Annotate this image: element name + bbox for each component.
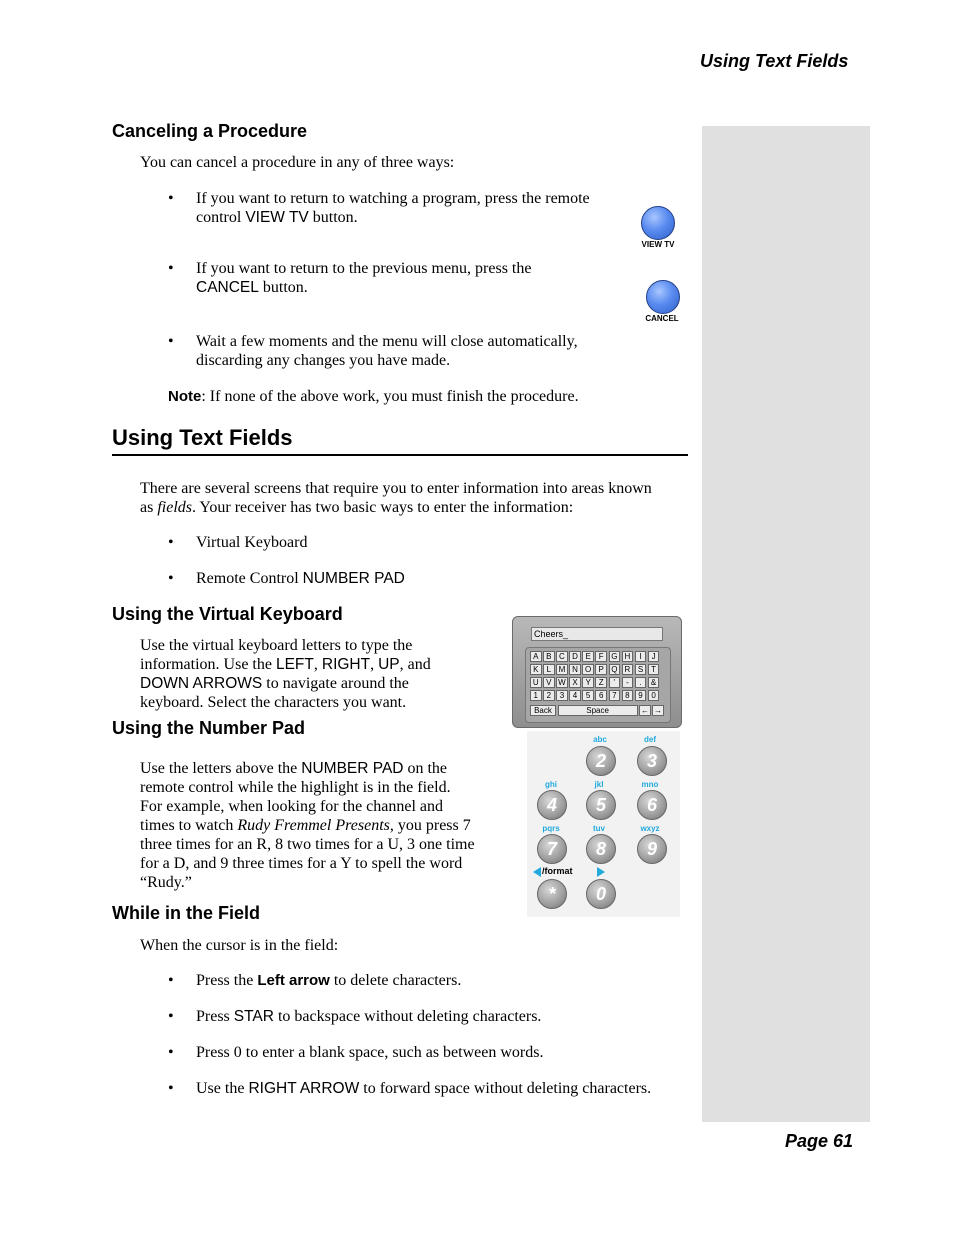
keyboard-key: ' (609, 677, 621, 688)
left-arrow-key: ← (640, 706, 649, 715)
keyboard-key: T (648, 664, 660, 675)
keyboard-key: R (622, 664, 634, 675)
keyboard-key: U (530, 677, 542, 688)
keyboard-key-panel (525, 647, 671, 723)
keyboard-key: 5 (582, 690, 594, 701)
keyboard-key: Z (595, 677, 607, 688)
while-in-field-intro: When the cursor is in the field: (140, 937, 339, 954)
bullet-number-pad: • Remote Control NUMBER PAD (168, 570, 405, 587)
keyboard-key: I (635, 651, 647, 662)
keypad-0-key: 0 (586, 879, 616, 909)
keypad-7-key: 7 (537, 834, 567, 864)
keyboard-key: 0 (648, 690, 660, 701)
bullet-virtual-keyboard: • Virtual Keyboard (168, 534, 308, 551)
keyboard-key: 7 (609, 690, 621, 701)
cancel-label: CANCEL (645, 314, 679, 323)
keyboard-key: & (648, 677, 660, 688)
keyboard-key: 2 (543, 690, 555, 701)
keyboard-key: B (543, 651, 555, 662)
keyboard-key: A (530, 651, 542, 662)
virtual-keyboard-illustration (512, 616, 682, 728)
bullet-view-tv: • If you want to return to watching a program, press the remote control VIEW TV button. (196, 189, 636, 227)
keyboard-row (530, 677, 659, 689)
keyboard-key: J (648, 651, 660, 662)
margin-sidebar (702, 126, 870, 1122)
keyboard-key: P (595, 664, 607, 675)
keyboard-key: 4 (569, 690, 581, 701)
number-pad-illustration (527, 731, 680, 917)
keypad-5-key: 5 (586, 790, 616, 820)
number-pad-text: Use the letters above the NUMBER PAD on the remote control while the highlight is in the field. For example, when looking for the channel and times to watch Rudy Fremmel Presents, you press 7 three times for an R, 8 two times for a U, 3 one time for a D, and 9 three times for a Y to spell the word “Rudy.” (140, 760, 475, 891)
bullet-left-arrow: • Press the Left arrow to delete characters. (168, 972, 462, 989)
keyboard-key: - (622, 677, 634, 688)
bullet-text: If you want to return to the previous menu, press the (196, 260, 532, 277)
keypad-9-key: 9 (637, 834, 667, 864)
keyboard-key: D (569, 651, 581, 662)
right-arrow-key: → (654, 706, 663, 715)
note: Note: If none of the above work, you must finish the procedure. (168, 388, 579, 405)
keypad-letters: wxyz (640, 824, 660, 833)
keyboard-key: C (556, 651, 568, 662)
bullet-star: • Press STAR to backspace without deleting characters. (168, 1008, 542, 1025)
keyboard-key: N (569, 664, 581, 675)
keyboard-key: F (595, 651, 607, 662)
heading-rule (112, 454, 688, 456)
section-heading-number-pad: Using the Number Pad (112, 718, 306, 738)
keyword: NUMBER PAD (302, 570, 405, 587)
keyboard-row (530, 664, 659, 676)
space-key: Space (558, 705, 638, 716)
keypad-letters: abc (593, 735, 607, 744)
keypad-letters: ghi (545, 780, 557, 789)
keypad-4-key: 4 (537, 790, 567, 820)
keyboard-key: 1 (530, 690, 542, 701)
section-heading-canceling: Canceling a Procedure (112, 121, 308, 141)
running-header: Using Text Fields (700, 51, 849, 71)
bullet-zero: • Press 0 to enter a blank space, such as between words. (168, 1044, 544, 1061)
virtual-keyboard-text: Use the virtual keyboard letters to type the information. Use the LEFT, RIGHT, UP, and DOWN ARROWS to navigate around the keyboard. Select the characters you want. (140, 637, 431, 711)
keyboard-key: 6 (595, 690, 607, 701)
keyboard-key: X (569, 677, 581, 688)
bullet-cancel: • If you want to return to the previous menu, press the CANCEL button. (196, 259, 616, 297)
keypad-2-key: 2 (586, 746, 616, 776)
keyboard-key: . (635, 677, 647, 688)
text-fields-intro: There are several screens that require you to enter information into areas known as fields. Your receiver has two basic ways to enter the information: (140, 480, 652, 516)
keypad-3-key: 3 (637, 746, 667, 776)
bullet-wait: • Wait a few moments and the menu will close automatically, discarding any changes you have made. (196, 332, 636, 370)
keyword: VIEW TV (245, 209, 309, 226)
view-tv-button-icon (641, 206, 675, 240)
section-heading-text-fields: Using Text Fields (112, 425, 293, 450)
bullet-text: If you want to return to watching a program, press the remote (196, 190, 590, 207)
keyboard-key: G (609, 651, 621, 662)
right-arrow-icon (597, 867, 605, 877)
keyboard-text-field: Cheers_ (531, 627, 663, 641)
keyboard-key: K (530, 664, 542, 675)
keyboard-key: H (622, 651, 634, 662)
section-heading-virtual-keyboard: Using the Virtual Keyboard (112, 604, 343, 624)
keyboard-row (530, 651, 659, 663)
bullet-text: control VIEW TV button. (196, 209, 358, 226)
keyboard-key: 3 (556, 690, 568, 701)
view-tv-label: VIEW TV (641, 240, 675, 249)
keyboard-key: W (558, 678, 566, 687)
keyboard-key: S (635, 664, 647, 675)
keyboard-key: Y (582, 677, 594, 688)
keypad-letters: jkl (594, 780, 604, 789)
keyboard-key: 9 (635, 690, 647, 701)
section-heading-while-in-field: While in the Field (112, 903, 260, 923)
keyboard-key: 8 (622, 690, 634, 701)
keypad-8-key: 8 (586, 834, 616, 864)
bullet-text: Wait a few moments and the menu will close automatically, (196, 333, 578, 350)
keyword: CANCEL (196, 279, 259, 296)
keyboard-key: O (582, 664, 594, 675)
format-label: /format (542, 866, 573, 876)
cancel-button-icon (646, 280, 680, 314)
keyboard-key: Q (609, 664, 621, 675)
keypad-letters: pqrs (542, 824, 560, 833)
bullet-right-arrow: • Use the RIGHT ARROW to forward space without deleting characters. (168, 1080, 652, 1097)
keyboard-key: E (582, 651, 594, 662)
keyboard-row (530, 690, 659, 702)
keypad-letters: tuv (593, 824, 605, 833)
keyboard-key: V (543, 677, 555, 688)
keyboard-row (530, 705, 664, 717)
keypad-6-key: 6 (637, 790, 667, 820)
keyboard-key: L (543, 664, 555, 675)
keypad-letters: mno (641, 780, 659, 789)
left-arrow-icon (533, 867, 541, 877)
back-key: Back (530, 705, 556, 716)
bullet-text: CANCEL button. (196, 279, 308, 296)
canceling-intro: You can cancel a procedure in any of three ways: (140, 154, 455, 171)
page-number: Page 61 (785, 1131, 854, 1151)
keyboard-key: M (556, 664, 568, 675)
bullet-text: discarding any changes you have made. (196, 352, 451, 369)
keypad-letters: def (644, 735, 656, 744)
note-label: Note (168, 388, 202, 405)
keypad-star-key: * (537, 879, 567, 909)
